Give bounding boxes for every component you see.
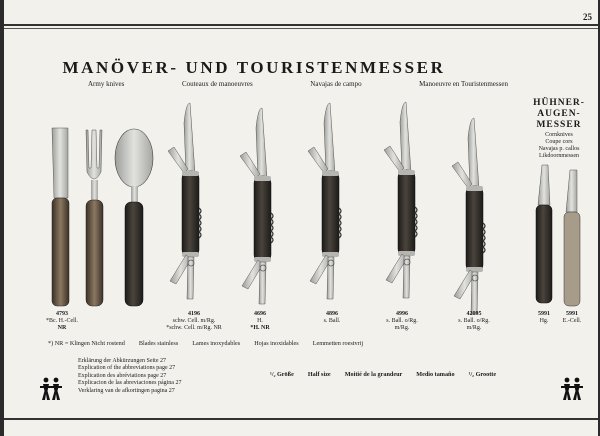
bottom-rule [4, 418, 598, 420]
item-number: 4996 [395, 311, 408, 317]
scale-note-spanish: Medio tamaño [416, 371, 455, 378]
stainless-note-marker: *) NR = Klingen Nicht rostend [48, 340, 125, 347]
item-label [250, 311, 269, 332]
item-number: 42095 [466, 311, 482, 317]
item-description: H. [257, 318, 263, 324]
scale-note-dutch: ¹/₂ Grootte [468, 371, 497, 378]
abbreviation-explanations [78, 358, 181, 395]
pocket-knife-icon [308, 103, 341, 299]
item-description: s. Ball. [323, 318, 341, 324]
page-number: 25 [583, 12, 592, 22]
item-label [166, 311, 222, 332]
pocket-knife-icon [384, 102, 417, 298]
item-description: m/Rg. [466, 325, 482, 331]
knife-illustrations [4, 0, 598, 340]
cornknife-sub-line: Coupe cors [545, 139, 573, 145]
scale-note-french: Moitié de la grandeur [344, 371, 403, 378]
cornknife-horn-icon [536, 165, 552, 303]
item-number: 4196 [188, 311, 200, 317]
cornknife-sub-line: Likdoornmessen [539, 153, 579, 159]
pocket-knife-icon [168, 103, 201, 299]
table-knife-icon [52, 128, 69, 306]
item-number: 5991 [565, 311, 578, 317]
stainless-note-english: Blades stainless [138, 340, 179, 347]
item-number: 4696 [254, 311, 266, 317]
item-label [538, 311, 550, 325]
cornknife-title-line: AUGEN- [537, 109, 581, 119]
explanation-line: Explication des abréviations page 27 [78, 372, 167, 379]
stainless-note-dutch: Lemmetten roestvrij [312, 340, 364, 347]
item-number: 5991 [538, 311, 550, 317]
item-description: NR [57, 325, 67, 331]
item-description: *Bc. H.-Cell. [46, 318, 78, 324]
item-number: 4896 [326, 311, 338, 317]
explanation-line: Erklärung der Abkürzungen Seite 27 [78, 358, 166, 364]
item-description: *H. NR [250, 325, 270, 331]
item-label [563, 311, 582, 325]
stainless-note-spanish: Hojas inoxidables [254, 340, 299, 347]
item-description: Hg. [539, 318, 549, 324]
explanation-line: Explication of the abbreviations page 27 [78, 365, 176, 372]
scale-note [270, 371, 496, 378]
subtitle-spanish: Navajas de campo [310, 80, 362, 88]
stainless-note [48, 340, 448, 347]
cornknife-title-line: MESSER [536, 120, 582, 130]
item-description: s. Ball. o/Rg. [386, 318, 418, 324]
item-description: *schw. Cell. m/Rg. NR [166, 325, 222, 331]
catalog-page [4, 0, 598, 436]
item-label [324, 311, 341, 325]
pocket-knife-icon [452, 118, 485, 314]
explanation-line: Verklaring van de afkortingen pagina 27 [78, 387, 175, 394]
twin-logo-icon [38, 376, 64, 402]
subtitle-dutch: Manoeuvre en Touristenmessen [419, 80, 508, 88]
stainless-note-french: Lames inoxydables [192, 340, 241, 347]
page-title: MANÖVER- UND TOURISTENMESSER [62, 58, 446, 77]
cornknife-sub-line: Navajas p. callos [538, 146, 580, 152]
item-description: s. Ball. o/Rg. [458, 318, 490, 324]
subtitle-english: Army knives [88, 80, 125, 88]
fork-icon [86, 130, 103, 306]
item-label [458, 311, 490, 332]
scale-note-german: ¹/₂ Größe [270, 371, 294, 378]
item-label [386, 311, 418, 332]
pocket-knife-icon [240, 108, 273, 304]
item-description: schw. Cell. m/Rg. [172, 318, 216, 324]
cornknife-title-line: HÜHNER- [533, 98, 585, 108]
item-label [46, 311, 78, 332]
cornknife-cell-icon [564, 170, 580, 306]
scale-note-english: Half size [307, 371, 331, 378]
twin-logo-icon [559, 376, 585, 402]
item-description: m/Rg. [394, 325, 410, 331]
cornknife-sub-line: Cornknives [545, 132, 573, 138]
spoon-icon [115, 129, 153, 306]
explanation-line: Explicacion de las abreviaciones página 27 [78, 380, 182, 387]
subtitle-french: Couteaux de manoeuvres [181, 80, 253, 88]
item-number: 4793 [56, 311, 68, 317]
item-description: E.-Cell. [562, 318, 582, 324]
